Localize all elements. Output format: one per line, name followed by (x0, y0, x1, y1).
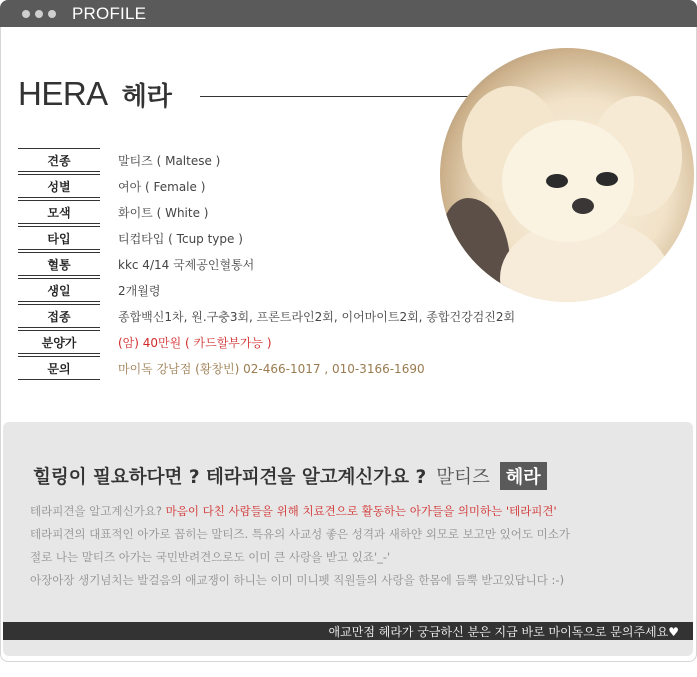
info-label: 문의 (18, 356, 100, 380)
info-value: kkc 4/14 국제공인혈통서 (118, 258, 255, 272)
promo-line: 테라피견을 알고계신가요? 마음이 다친 사람들을 위해 치료견으로 활동하는 아가들을 의미하는 '테라피견' (30, 504, 557, 518)
header-title: PROFILE (72, 4, 147, 23)
contact-banner (3, 622, 693, 640)
promo-breed: 말티즈 (436, 467, 490, 488)
promo-description (30, 500, 670, 592)
promo-section (3, 422, 693, 656)
info-value-price: (암) 40만원 ( 카드할부가능 ) (118, 336, 272, 350)
info-row-breed (18, 148, 648, 174)
promo-highlight: 마음이 다친 사람들을 위해 치료견으로 활동하는 아가들을 의미하는 '테라피견' (165, 504, 557, 518)
info-value: 말티즈 ( Maltese ) (118, 154, 221, 168)
header-dots (22, 10, 56, 18)
promo-line: 테라피견의 대표적인 아가로 꼽히는 말티즈. 특유의 사교성 좋은 성격과 새하얀 외모로 보고만 있어도 미소가 (30, 527, 570, 541)
banner-text: 애교만점 헤라가 궁금하신 분은 지금 바로 마이독으로 문의주세요♥ (328, 625, 679, 639)
info-value: 화이트 ( White ) (118, 206, 209, 220)
info-label: 분양가 (18, 330, 100, 354)
info-row-pedigree (18, 252, 648, 278)
promo-line: 절로 나는 말티즈 아가는 국민반려견으로도 이미 큰 사랑을 받고 있죠'_-' (30, 550, 391, 564)
info-value-contact: 마이독 강남점 (황창빈) 02-466-1017 , 010-3166-1690 (118, 362, 425, 376)
info-label: 견종 (18, 148, 100, 172)
name-divider (200, 96, 470, 97)
dot-icon (35, 10, 43, 18)
info-row-type (18, 226, 648, 252)
info-value: 2개월령 (118, 284, 161, 298)
info-value: 티컵타입 ( Tcup type ) (118, 232, 243, 246)
info-value: 종합백신1차, 원.구충3회, 프론트라인2회, 이어마이트2회, 종합건강검진2회 (118, 310, 516, 324)
promo-question: 힐링이 필요하다면 ? 테라피견을 알고계신가요 ? (33, 467, 427, 488)
info-row-color (18, 200, 648, 226)
info-row-birth (18, 278, 648, 304)
dot-icon (48, 10, 56, 18)
profile-header-bar (0, 0, 697, 27)
info-label: 성별 (18, 174, 100, 198)
info-row-contact (18, 356, 648, 382)
promo-name-tag: 헤라 (500, 462, 547, 490)
pet-name (18, 75, 172, 115)
promo-title (33, 462, 547, 490)
info-value: 여아 ( Female ) (118, 180, 206, 194)
info-label: 접종 (18, 304, 100, 328)
pet-name-korean: 헤라 (121, 82, 172, 112)
info-row-price (18, 330, 648, 356)
info-row-sex (18, 174, 648, 200)
dot-icon (22, 10, 30, 18)
promo-line: 아장아장 생기넘치는 발걸음의 애교쟁이 하니는 이미 미니펫 직원들의 사랑을 한몸에 듬뿍 받고있답니다 :-) (30, 573, 565, 587)
info-label: 혈통 (18, 252, 100, 276)
info-label: 타입 (18, 226, 100, 250)
pet-name-english: HERA (18, 75, 108, 112)
pet-info-table (18, 148, 648, 382)
info-label: 생일 (18, 278, 100, 302)
info-label: 모색 (18, 200, 100, 224)
info-row-vaccination (18, 304, 648, 330)
